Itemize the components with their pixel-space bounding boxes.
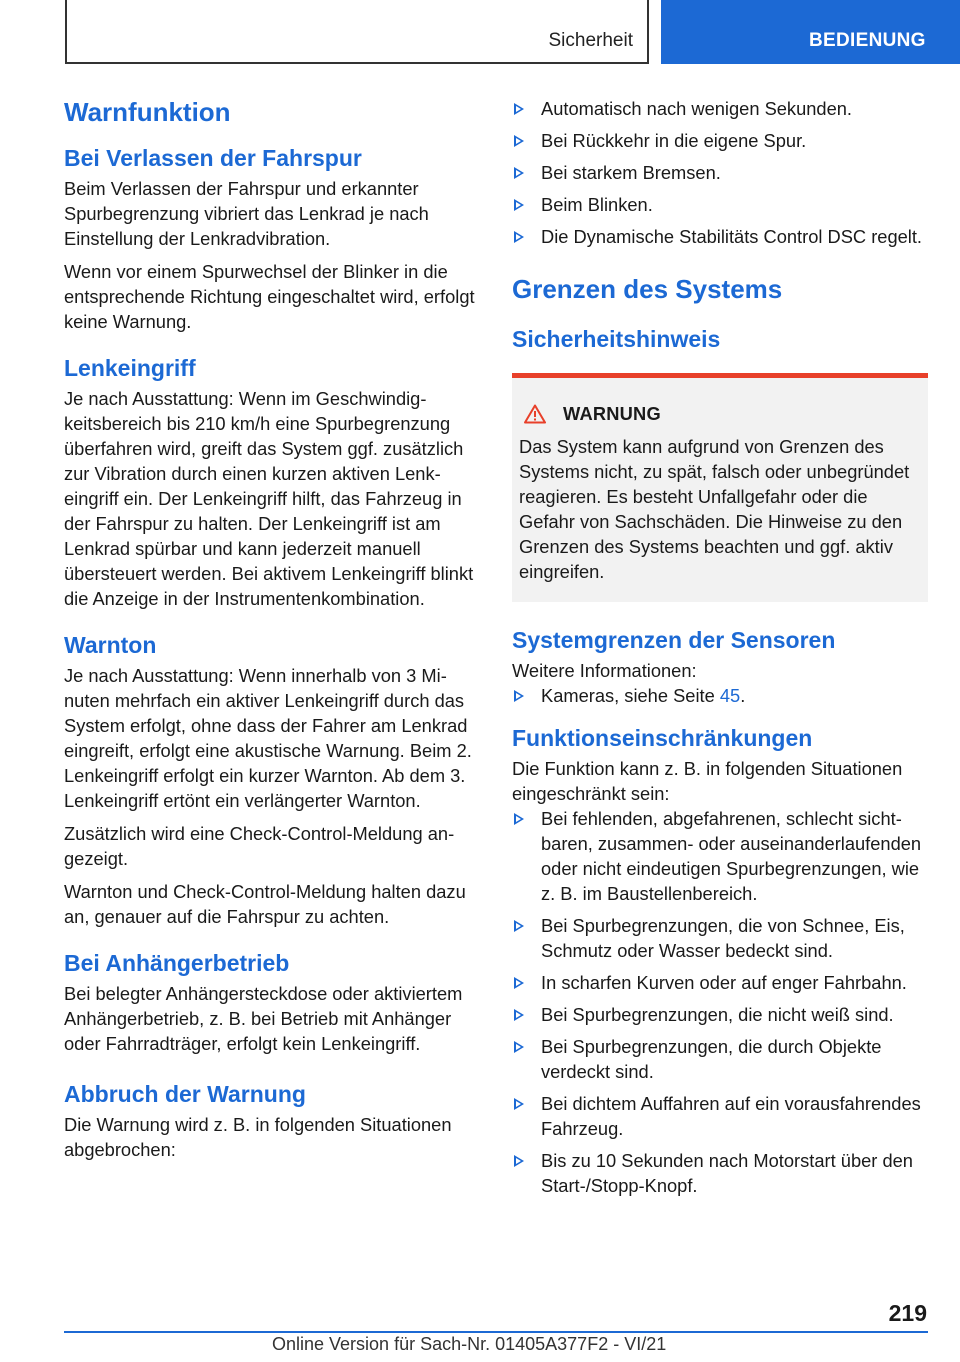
bullet-triangle-icon	[514, 231, 524, 243]
heading-abbruch-warnung: Abbruch der Warnung	[64, 1081, 306, 1107]
footer-divider	[64, 1331, 928, 1333]
heading-funktionseinschraenkungen: Funktionseinschränkungen	[512, 725, 813, 751]
paragraph: Warnton und Check-Control-Meldung halten dazu an, genauer auf die Fahrspur zu achten.	[64, 881, 466, 927]
paragraph: Beim Verlassen der Fahrspur und erkannter Spurbegrenzung vibriert das Lenkrad je nach Einstellung der Lenkradvibration.	[64, 178, 429, 249]
footer-online-version: Online Version für Sach-Nr. 01405A377F2 - VI/21	[272, 1334, 667, 1354]
paragraph: Je nach Ausstattung: Wenn innerhalb von 3 Minuten mehrfach ein aktiver Lenkeingriff durch das System erfolgt, ohne dass der Fahrer am Lenkrad eingreift, erfolgt eine akustische Warnung. Beim 2. Lenkeingriff erfolgt ein kurzer Warnton. Ab dem 3. Lenkeingriff ertönt ein verlängerter Warnton.	[64, 665, 472, 811]
paragraph: Die Funktion kann z. B. in folgenden Situationen eingeschränkt sein:	[512, 758, 903, 804]
left-column	[64, 96, 480, 1162]
list-item: Bei Rückkehr in die eigene Spur.	[512, 128, 928, 153]
bullet-triangle-icon	[514, 920, 524, 932]
heading-grenzen-systems: Grenzen des Systems	[512, 274, 783, 304]
list-item: Automatisch nach wenigen Sekunden.	[512, 96, 928, 121]
list-item: Kameras, siehe Seite 45.	[512, 683, 928, 708]
paragraph: Weitere Informationen:	[512, 660, 697, 681]
sensors-list	[512, 683, 928, 708]
abort-list	[512, 96, 928, 249]
page-number: 219	[888, 1300, 927, 1326]
list-item: In scharfen Kurven oder auf enger Fahrbahn.	[512, 970, 928, 995]
heading-lenkeingriff: Lenkeingriff	[64, 355, 196, 381]
list-item: Bei Spurbegrenzungen, die von Schnee, Eis, Schmutz oder Wasser bedeckt sind.	[512, 913, 928, 963]
bullet-triangle-icon	[514, 135, 524, 147]
heading-verlassen-fahrspur: Bei Verlassen der Fahrspur	[64, 145, 362, 171]
heading-warnfunktion: Warnfunktion	[64, 97, 231, 127]
warning-text: Das System kann aufgrund von Grenzen des Systems nicht, zu spät, falsch oder unbegründet reagieren. Es besteht Unfallgefahr oder die Gefahr von Sachschäden. Die Hinweise zu den Grenzen des Systems beachten und ggf. aktiv eingreifen.	[519, 436, 910, 582]
bullet-triangle-icon	[514, 977, 524, 989]
list-item: Bei Spurbegrenzungen, die durch Objekte verdeckt sind.	[512, 1034, 928, 1084]
list-item: Bei Spurbegrenzungen, die nicht weiß sind.	[512, 1002, 928, 1027]
bullet-triangle-icon	[514, 1155, 524, 1167]
list-item: Bei dichtem Auffahren auf ein vorausfahrendes Fahrzeug.	[512, 1091, 928, 1141]
warning-box	[512, 373, 928, 602]
paragraph: Die Warnung wird z. B. in folgenden Situationen abgebrochen:	[64, 1114, 452, 1160]
heading-sicherheitshinweis: Sicherheitshinweis	[512, 326, 721, 352]
header-section-tab	[65, 0, 649, 64]
paragraph: Wenn vor einem Spurwechsel der Blinker in die entsprechende Richtung eingeschaltet wird, erfolgt keine Warnung.	[64, 261, 475, 332]
warning-header	[519, 400, 918, 428]
warning-title: WARNUNG	[563, 403, 661, 424]
bullet-triangle-icon	[514, 167, 524, 179]
bullet-triangle-icon	[514, 1009, 524, 1021]
header-chapter-tab	[661, 0, 960, 64]
list-item: Bei starkem Bremsen.	[512, 160, 928, 185]
paragraph: Zusätzlich wird eine Check-Control-Meldung angezeigt.	[64, 823, 455, 869]
header-chapter-title: BEDIENUNG	[809, 30, 926, 51]
page-reference-link[interactable]: 45	[719, 685, 741, 706]
list-item: Bis zu 10 Sekunden nach Motorstart über den Start-/Stopp-Knopf.	[512, 1148, 928, 1198]
list-item: Beim Blinken.	[512, 192, 928, 217]
paragraph: Bei belegter Anhängersteckdose oder aktiviertem Anhängerbetrieb, z. B. bei Betrieb mit Anhänger oder Fahrradträger, erfolgt kein Lenkeingriff.	[64, 983, 463, 1054]
bullet-triangle-icon	[514, 103, 524, 115]
heading-warnton: Warnton	[64, 632, 157, 658]
list-item: Bei fehlenden, abgefahrenen, schlecht sichtbaren, zusammen- oder auseinanderlaufenden oder nicht eindeutigen Spurbegrenzungen, wie z. B. im Baustellenbereich.	[512, 806, 928, 906]
bullet-triangle-icon	[514, 690, 524, 702]
heading-systemgrenzen-sensoren: Systemgrenzen der Sensoren	[512, 627, 836, 653]
bullet-triangle-icon	[514, 813, 524, 825]
heading-anhaengerbetrieb: Bei Anhängerbetrieb	[64, 950, 290, 976]
limitations-list	[512, 806, 928, 1198]
list-item: Die Dynamische Stabilitäts Control DSC regelt.	[512, 224, 928, 249]
bullet-triangle-icon	[514, 1041, 524, 1053]
header-section-title: Sicherheit	[548, 30, 633, 51]
bullet-triangle-icon	[514, 199, 524, 211]
paragraph: Je nach Ausstattung: Wenn im Geschwindigkeitsbereich bis 210 km/h eine Spurbegrenzung überfahren wird, greift das System ggf. zusätzlich zur Vibration durch einen kurzen aktiven Lenkeingriff ein. Der Lenkeingriff hilft, das Fahrzeug in der Fahrspur zu halten. Der Lenkeingriff ist am Lenkrad spürbar und kann jederzeit manuell übersteuert werden. Bei aktivem Lenkeingriff blinkt die Anzeige in der Instrumentenkombination.	[64, 388, 474, 609]
warning-triangle-icon	[524, 404, 546, 424]
right-column	[512, 96, 928, 1205]
bullet-triangle-icon	[514, 1098, 524, 1110]
